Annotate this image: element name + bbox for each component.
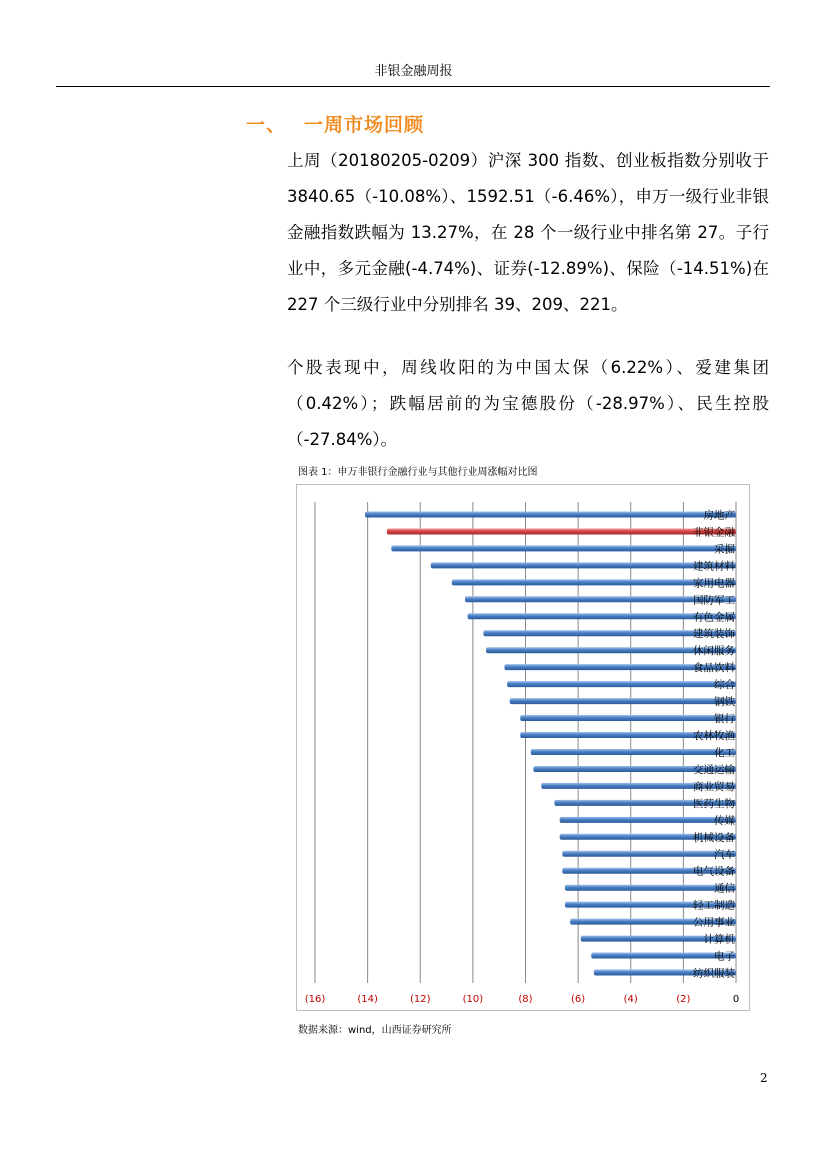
- figure-caption: 图表 1：申万非银行金融行业与其他行业周涨幅对比图: [298, 467, 538, 478]
- category-label: 公用事业: [693, 916, 735, 929]
- category-label: 食品饮料: [693, 662, 735, 675]
- category-label: 计算机: [703, 933, 735, 946]
- category-label: 家用电器: [693, 577, 735, 590]
- industry-weekly-change-chart: [296, 484, 750, 1011]
- data-source-note: 数据来源：wind，山西证券研究所: [298, 1025, 452, 1036]
- bar-1: [365, 511, 736, 517]
- x-tick-label: 0: [732, 994, 740, 1005]
- bar-2: [387, 528, 736, 534]
- x-tick-label: (10): [462, 994, 484, 1005]
- x-tick-label: (16): [304, 994, 326, 1005]
- x-tick-label: (6): [571, 994, 586, 1005]
- category-label: 传媒: [714, 814, 735, 827]
- header-title: 非银金融周报: [374, 64, 453, 79]
- x-tick-label: (4): [623, 994, 638, 1005]
- section-number: 一、: [246, 114, 287, 136]
- bar-3: [391, 545, 736, 551]
- category-label: 商业贸易: [693, 780, 735, 793]
- category-label: 房地产: [703, 509, 735, 522]
- category-label: 轻工制造: [693, 899, 735, 912]
- category-label: 农林牧渔: [693, 730, 735, 743]
- page-number: 2: [760, 1071, 768, 1085]
- category-label: 电气设备: [693, 865, 735, 878]
- x-tick-label: (12): [409, 994, 431, 1005]
- category-label: 医药生物: [693, 797, 735, 810]
- category-label: 银行: [714, 713, 735, 726]
- bar-23: [565, 885, 736, 891]
- x-tick-label: (14): [357, 994, 378, 1005]
- header-divider: [56, 86, 770, 87]
- bar-15: [531, 749, 736, 755]
- bar-12: [510, 698, 736, 704]
- bar-4: [431, 562, 736, 568]
- bar-19: [560, 817, 736, 823]
- category-label: 休闲服务: [693, 645, 735, 658]
- category-label: 纺织服装: [693, 967, 735, 980]
- bar-11: [507, 681, 736, 687]
- category-label: 有色金属: [693, 611, 735, 624]
- category-label: 国防军工: [693, 594, 735, 607]
- category-label: 汽车: [714, 848, 735, 861]
- section-title: 一周市场回顾: [304, 114, 425, 136]
- category-label: 机械设备: [693, 831, 735, 844]
- category-label: 交通运输: [693, 763, 735, 776]
- category-label: 电子: [714, 950, 735, 963]
- category-label: 建筑装饰: [693, 628, 735, 641]
- category-label: 综合: [714, 679, 735, 692]
- x-tick-label: (8): [518, 994, 533, 1005]
- category-label: 钢铁: [714, 696, 735, 709]
- stock-performance-paragraph: 个股表现中，周线收阳的为中国太保（6.22%）、爱建集团（0.42%）；跌幅居前的为宝德股份（-28.97%）、民生控股（-27.84%）。: [287, 358, 769, 449]
- category-label: 采掘: [714, 543, 735, 556]
- category-label: 化工: [714, 746, 735, 759]
- x-tick-label: (2): [676, 994, 691, 1005]
- bar-21: [562, 851, 736, 857]
- market-review-paragraph: 上周（20180205-0209）沪深 300 指数、创业板指数分别收于 3840.65（-10.08%）、1592.51（-6.46%），申万一级行业非银金融指数跌幅为 13.27%，在 28 个一级行业中排名第 27。子行业中，多元金融(-4.74%)、证券(-12.89%)、保险（-14.51%)在 227 个三级行业中分别排名 39、209、221。: [287, 151, 769, 314]
- category-label: 非银金融: [693, 526, 735, 539]
- category-label: 通信: [714, 882, 735, 895]
- bar-13: [520, 715, 736, 721]
- section-heading: [246, 110, 424, 137]
- category-label: 建筑材料: [693, 560, 735, 573]
